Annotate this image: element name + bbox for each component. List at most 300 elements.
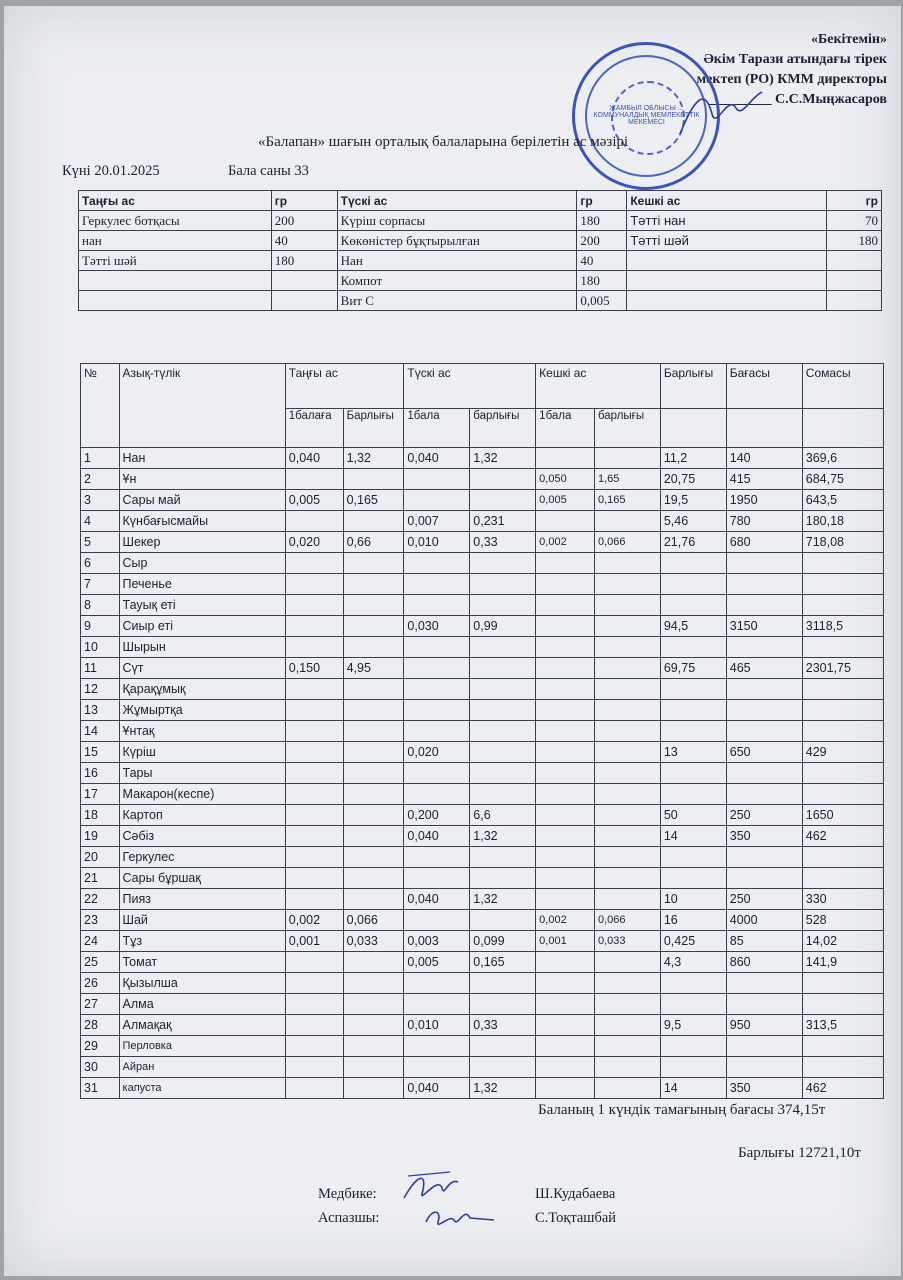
product-cell xyxy=(285,679,343,700)
product-name: Печенье xyxy=(119,574,285,595)
product-cell xyxy=(404,1036,470,1057)
product-cell xyxy=(726,847,802,868)
menu-header-row xyxy=(79,191,882,211)
product-cell xyxy=(285,1036,343,1057)
product-cell xyxy=(343,742,404,763)
menu-cell xyxy=(627,291,827,311)
product-name: Шекер xyxy=(119,532,285,553)
product-cell xyxy=(594,763,660,784)
subheader-dinner-per-child: 1бала xyxy=(536,409,595,448)
menu-header-lunch: Түскі ас xyxy=(337,191,577,211)
product-cell: 11 xyxy=(81,658,120,679)
subheader-empty xyxy=(726,409,802,448)
product-row xyxy=(81,805,884,826)
product-cell: 0,040 xyxy=(404,448,470,469)
product-cell: 29 xyxy=(81,1036,120,1057)
product-cell xyxy=(594,721,660,742)
product-row xyxy=(81,826,884,847)
product-cell xyxy=(285,637,343,658)
subheader-breakfast-per-child: 1балаға xyxy=(285,409,343,448)
product-cell xyxy=(536,826,595,847)
product-cell xyxy=(404,574,470,595)
product-cell: 14 xyxy=(660,826,726,847)
product-cell xyxy=(285,511,343,532)
product-cell xyxy=(285,889,343,910)
product-cell: 141,9 xyxy=(802,952,883,973)
product-cell xyxy=(594,1078,660,1099)
product-cell xyxy=(536,994,595,1015)
product-cell xyxy=(285,700,343,721)
product-row xyxy=(81,574,884,595)
product-cell xyxy=(802,973,883,994)
menu-cell: Тәтті нан xyxy=(627,211,827,231)
product-cell xyxy=(726,868,802,889)
product-cell xyxy=(285,805,343,826)
product-name: Шай xyxy=(119,910,285,931)
product-cell xyxy=(594,826,660,847)
product-cell: 3150 xyxy=(726,616,802,637)
product-cell: 19,5 xyxy=(660,490,726,511)
product-cell xyxy=(285,553,343,574)
product-cell xyxy=(802,868,883,889)
product-cell xyxy=(470,721,536,742)
product-cell xyxy=(660,679,726,700)
product-row xyxy=(81,910,884,931)
product-cell: 0,010 xyxy=(404,532,470,553)
product-cell xyxy=(536,616,595,637)
menu-cell xyxy=(627,251,827,271)
product-row xyxy=(81,889,884,910)
stamp-text: ЖАМБЫЛ ОБЛЫСЫ ... КОММУНАЛДЫҚ МЕМЛЕКЕТТІК МЕКЕМЕСІ xyxy=(593,105,700,126)
product-cell: 0,005 xyxy=(285,490,343,511)
menu-cell xyxy=(827,291,882,311)
product-cell xyxy=(726,595,802,616)
product-cell xyxy=(404,658,470,679)
product-cell: 643,5 xyxy=(802,490,883,511)
product-cell xyxy=(404,595,470,616)
menu-row xyxy=(79,231,882,251)
product-cell: 650 xyxy=(726,742,802,763)
product-row xyxy=(81,616,884,637)
product-cell: 0,020 xyxy=(404,742,470,763)
product-cell xyxy=(726,700,802,721)
product-cell xyxy=(594,637,660,658)
product-cell: 0,040 xyxy=(404,1078,470,1099)
product-cell: 4 xyxy=(81,511,120,532)
product-cell xyxy=(660,1036,726,1057)
subheader-empty xyxy=(660,409,726,448)
product-name: Сыр xyxy=(119,553,285,574)
col-header-lunch: Түскі ас xyxy=(404,364,536,409)
product-cell xyxy=(802,574,883,595)
product-cell: 180,18 xyxy=(802,511,883,532)
product-cell: 4000 xyxy=(726,910,802,931)
product-row xyxy=(81,1015,884,1036)
product-cell xyxy=(536,511,595,532)
product-cell xyxy=(343,679,404,700)
child-count: Бала саны 33 xyxy=(228,163,309,179)
product-row xyxy=(81,532,884,553)
product-row xyxy=(81,1078,884,1099)
product-cell xyxy=(536,1078,595,1099)
product-cell xyxy=(404,679,470,700)
product-cell xyxy=(404,553,470,574)
product-cell: 680 xyxy=(726,532,802,553)
product-cell xyxy=(285,994,343,1015)
product-cell xyxy=(343,973,404,994)
product-cell xyxy=(470,910,536,931)
product-cell xyxy=(594,805,660,826)
col-header-product: Азық-түлік xyxy=(119,364,285,448)
product-cell: 3 xyxy=(81,490,120,511)
product-cell: 860 xyxy=(726,952,802,973)
product-name: Сары май xyxy=(119,490,285,511)
product-cell: 0,003 xyxy=(404,931,470,952)
product-row xyxy=(81,553,884,574)
product-name: Тауық еті xyxy=(119,595,285,616)
product-row xyxy=(81,658,884,679)
product-cell xyxy=(470,868,536,889)
product-cell: 0,150 xyxy=(285,658,343,679)
product-cell xyxy=(660,574,726,595)
product-cell xyxy=(470,553,536,574)
menu-cell xyxy=(79,291,272,311)
product-cell xyxy=(404,490,470,511)
product-cell xyxy=(470,994,536,1015)
product-cell: 0,002 xyxy=(536,532,595,553)
product-cell: 31 xyxy=(81,1078,120,1099)
product-cell: 0,040 xyxy=(285,448,343,469)
col-header-breakfast: Таңғы ас xyxy=(285,364,404,409)
product-cell: 0,010 xyxy=(404,1015,470,1036)
product-cell: 85 xyxy=(726,931,802,952)
product-cell xyxy=(594,889,660,910)
product-cell xyxy=(343,616,404,637)
product-cell xyxy=(594,868,660,889)
product-cell xyxy=(343,574,404,595)
menu-cell xyxy=(79,271,272,291)
product-cell xyxy=(726,1036,802,1057)
product-name: Күнбағысмайы xyxy=(119,511,285,532)
product-cell xyxy=(343,595,404,616)
product-cell xyxy=(404,721,470,742)
product-name: Макарон(кеспе) xyxy=(119,784,285,805)
product-cell: 0,050 xyxy=(536,469,595,490)
product-cell xyxy=(660,700,726,721)
product-cell: 4,95 xyxy=(343,658,404,679)
product-name: Картоп xyxy=(119,805,285,826)
products-header-row xyxy=(81,364,884,409)
product-cell xyxy=(536,448,595,469)
product-row xyxy=(81,973,884,994)
subheader-lunch-per-child: 1бала xyxy=(404,409,470,448)
product-cell xyxy=(660,784,726,805)
product-cell: 23 xyxy=(81,910,120,931)
product-cell xyxy=(536,574,595,595)
product-cell xyxy=(343,721,404,742)
product-cell: 13 xyxy=(660,742,726,763)
product-cell: 465 xyxy=(726,658,802,679)
product-cell: 415 xyxy=(726,469,802,490)
menu-cell: Тәтті шәй xyxy=(79,251,272,271)
subheader-empty xyxy=(802,409,883,448)
product-cell xyxy=(536,1036,595,1057)
product-row xyxy=(81,952,884,973)
product-cell xyxy=(802,679,883,700)
product-cell xyxy=(660,721,726,742)
product-cell xyxy=(594,952,660,973)
menu-cell: 0,005 xyxy=(577,291,627,311)
product-cell xyxy=(802,637,883,658)
product-cell xyxy=(343,952,404,973)
product-cell xyxy=(404,784,470,805)
product-cell xyxy=(726,763,802,784)
product-cell xyxy=(726,553,802,574)
product-cell xyxy=(470,742,536,763)
product-cell xyxy=(594,1057,660,1078)
product-cell xyxy=(660,868,726,889)
product-cell xyxy=(470,847,536,868)
product-cell: 16 xyxy=(81,763,120,784)
product-name: Күріш xyxy=(119,742,285,763)
product-cell xyxy=(343,469,404,490)
menu-date: Күні 20.01.2025 xyxy=(62,163,160,179)
product-cell: 1,32 xyxy=(470,826,536,847)
product-cell: 22 xyxy=(81,889,120,910)
product-name: Сары бұршақ xyxy=(119,868,285,889)
product-cell: 0,040 xyxy=(404,826,470,847)
product-cell: 350 xyxy=(726,826,802,847)
product-cell xyxy=(594,679,660,700)
nurse-name: Ш.Кудабаева xyxy=(535,1186,616,1202)
menu-cell: 40 xyxy=(271,231,337,251)
product-cell xyxy=(660,1057,726,1078)
product-cell xyxy=(536,805,595,826)
product-cell xyxy=(343,784,404,805)
product-row xyxy=(81,469,884,490)
product-cell xyxy=(594,847,660,868)
product-cell: 0,33 xyxy=(470,532,536,553)
product-cell: 6 xyxy=(81,553,120,574)
product-cell: 0,066 xyxy=(594,532,660,553)
product-cell xyxy=(404,763,470,784)
product-cell xyxy=(660,973,726,994)
product-cell xyxy=(470,490,536,511)
product-cell xyxy=(343,1036,404,1057)
product-name: Геркулес xyxy=(119,847,285,868)
product-cell xyxy=(536,553,595,574)
product-cell: 350 xyxy=(726,1078,802,1099)
product-cell xyxy=(536,1057,595,1078)
product-cell: 0,033 xyxy=(343,931,404,952)
product-cell xyxy=(594,784,660,805)
product-cell: 25 xyxy=(81,952,120,973)
product-cell: 1,32 xyxy=(470,889,536,910)
product-row xyxy=(81,700,884,721)
product-cell xyxy=(470,1057,536,1078)
product-cell: 24 xyxy=(81,931,120,952)
product-cell: 13 xyxy=(81,700,120,721)
product-cell xyxy=(594,595,660,616)
menu-cell: 180 xyxy=(827,231,882,251)
product-cell: 0,005 xyxy=(536,490,595,511)
product-cell: 14,02 xyxy=(802,931,883,952)
approval-heading: «Бекітемін» xyxy=(810,32,887,47)
product-cell xyxy=(343,1057,404,1078)
product-cell: 0,007 xyxy=(404,511,470,532)
product-cell: 0,066 xyxy=(343,910,404,931)
product-cell xyxy=(343,826,404,847)
product-cell xyxy=(536,952,595,973)
product-cell: 20 xyxy=(81,847,120,868)
product-row xyxy=(81,763,884,784)
product-cell xyxy=(726,679,802,700)
product-cell xyxy=(594,574,660,595)
product-cell: 1950 xyxy=(726,490,802,511)
product-cell xyxy=(726,973,802,994)
product-row xyxy=(81,931,884,952)
meal-menu-table xyxy=(78,190,882,311)
product-cell xyxy=(285,973,343,994)
product-cell xyxy=(536,658,595,679)
nurse-label: Медбике: xyxy=(318,1186,377,1202)
product-cell: 1,32 xyxy=(470,1078,536,1099)
product-name: Қызылша xyxy=(119,973,285,994)
product-cell xyxy=(285,574,343,595)
cook-signature xyxy=(420,1200,500,1234)
product-cell xyxy=(726,1057,802,1078)
product-cell xyxy=(285,721,343,742)
product-row xyxy=(81,679,884,700)
product-cell xyxy=(343,700,404,721)
product-cell xyxy=(285,826,343,847)
product-name: Перловка xyxy=(119,1036,285,1057)
product-row xyxy=(81,1036,884,1057)
product-cell xyxy=(536,742,595,763)
product-cell xyxy=(343,637,404,658)
col-header-dinner: Кешкі ас xyxy=(536,364,661,409)
product-cell: 2 xyxy=(81,469,120,490)
product-cell: 0,33 xyxy=(470,1015,536,1036)
product-cell xyxy=(536,847,595,868)
product-cell: 1,32 xyxy=(343,448,404,469)
product-cell xyxy=(285,742,343,763)
product-cell xyxy=(594,553,660,574)
product-cell xyxy=(343,511,404,532)
product-cell xyxy=(594,742,660,763)
product-name: Айран xyxy=(119,1057,285,1078)
product-cell xyxy=(660,763,726,784)
product-row xyxy=(81,448,884,469)
product-row xyxy=(81,490,884,511)
product-cell: 50 xyxy=(660,805,726,826)
col-header-sum: Сомасы xyxy=(802,364,883,409)
product-cell xyxy=(404,469,470,490)
product-cell xyxy=(594,994,660,1015)
col-header-num: № xyxy=(81,364,120,448)
menu-cell xyxy=(271,271,337,291)
product-cell xyxy=(660,847,726,868)
product-name: Пияз xyxy=(119,889,285,910)
product-cell: 2301,75 xyxy=(802,658,883,679)
product-cell xyxy=(285,952,343,973)
product-cell: 69,75 xyxy=(660,658,726,679)
product-cell xyxy=(802,763,883,784)
product-cell xyxy=(470,658,536,679)
product-cell: 780 xyxy=(726,511,802,532)
product-cell xyxy=(285,763,343,784)
product-row xyxy=(81,847,884,868)
menu-cell: 70 xyxy=(827,211,882,231)
product-cell: 684,75 xyxy=(802,469,883,490)
product-cell: 6,6 xyxy=(470,805,536,826)
menu-row xyxy=(79,251,882,271)
product-cell: 18 xyxy=(81,805,120,826)
product-cell xyxy=(594,700,660,721)
product-name: Алмақақ xyxy=(119,1015,285,1036)
product-row xyxy=(81,721,884,742)
menu-cell xyxy=(271,291,337,311)
product-cell xyxy=(470,574,536,595)
product-name: Алма xyxy=(119,994,285,1015)
menu-cell: Нан xyxy=(337,251,577,271)
product-cell xyxy=(285,847,343,868)
product-cell: 5 xyxy=(81,532,120,553)
product-cell xyxy=(470,700,536,721)
product-cell: 21,76 xyxy=(660,532,726,553)
product-row xyxy=(81,595,884,616)
col-header-total: Барлығы xyxy=(660,364,726,409)
product-cell: 462 xyxy=(802,826,883,847)
product-cell xyxy=(802,595,883,616)
product-cell: 11,2 xyxy=(660,448,726,469)
menu-cell: Көкөністер бұқтырылған xyxy=(337,231,577,251)
menu-cell: 180 xyxy=(577,271,627,291)
product-name: Шырын xyxy=(119,637,285,658)
product-row xyxy=(81,1057,884,1078)
product-cell: 10 xyxy=(81,637,120,658)
product-cell: 369,6 xyxy=(802,448,883,469)
product-cell xyxy=(660,994,726,1015)
product-cell xyxy=(802,994,883,1015)
product-cell: 0,99 xyxy=(470,616,536,637)
approval-position: мектеп (РО) КММ директоры xyxy=(696,72,887,87)
product-cell: 140 xyxy=(726,448,802,469)
product-cell xyxy=(343,805,404,826)
product-cell: 0,001 xyxy=(285,931,343,952)
product-cell xyxy=(536,595,595,616)
product-name: Нан xyxy=(119,448,285,469)
menu-cell: 200 xyxy=(577,231,627,251)
product-row xyxy=(81,637,884,658)
product-cell: 28 xyxy=(81,1015,120,1036)
product-cell xyxy=(536,973,595,994)
product-cell xyxy=(343,1078,404,1099)
product-name: Ұн xyxy=(119,469,285,490)
product-cell: 15 xyxy=(81,742,120,763)
product-name: Сүт xyxy=(119,658,285,679)
product-cell xyxy=(285,1015,343,1036)
product-name: Жұмыртқа xyxy=(119,700,285,721)
product-cell: 27 xyxy=(81,994,120,1015)
product-cell xyxy=(285,595,343,616)
menu-cell: 200 xyxy=(271,211,337,231)
product-cell xyxy=(343,847,404,868)
product-cell xyxy=(404,910,470,931)
product-cell xyxy=(470,679,536,700)
product-cell: 12 xyxy=(81,679,120,700)
subheader-lunch-total: барлығы xyxy=(470,409,536,448)
